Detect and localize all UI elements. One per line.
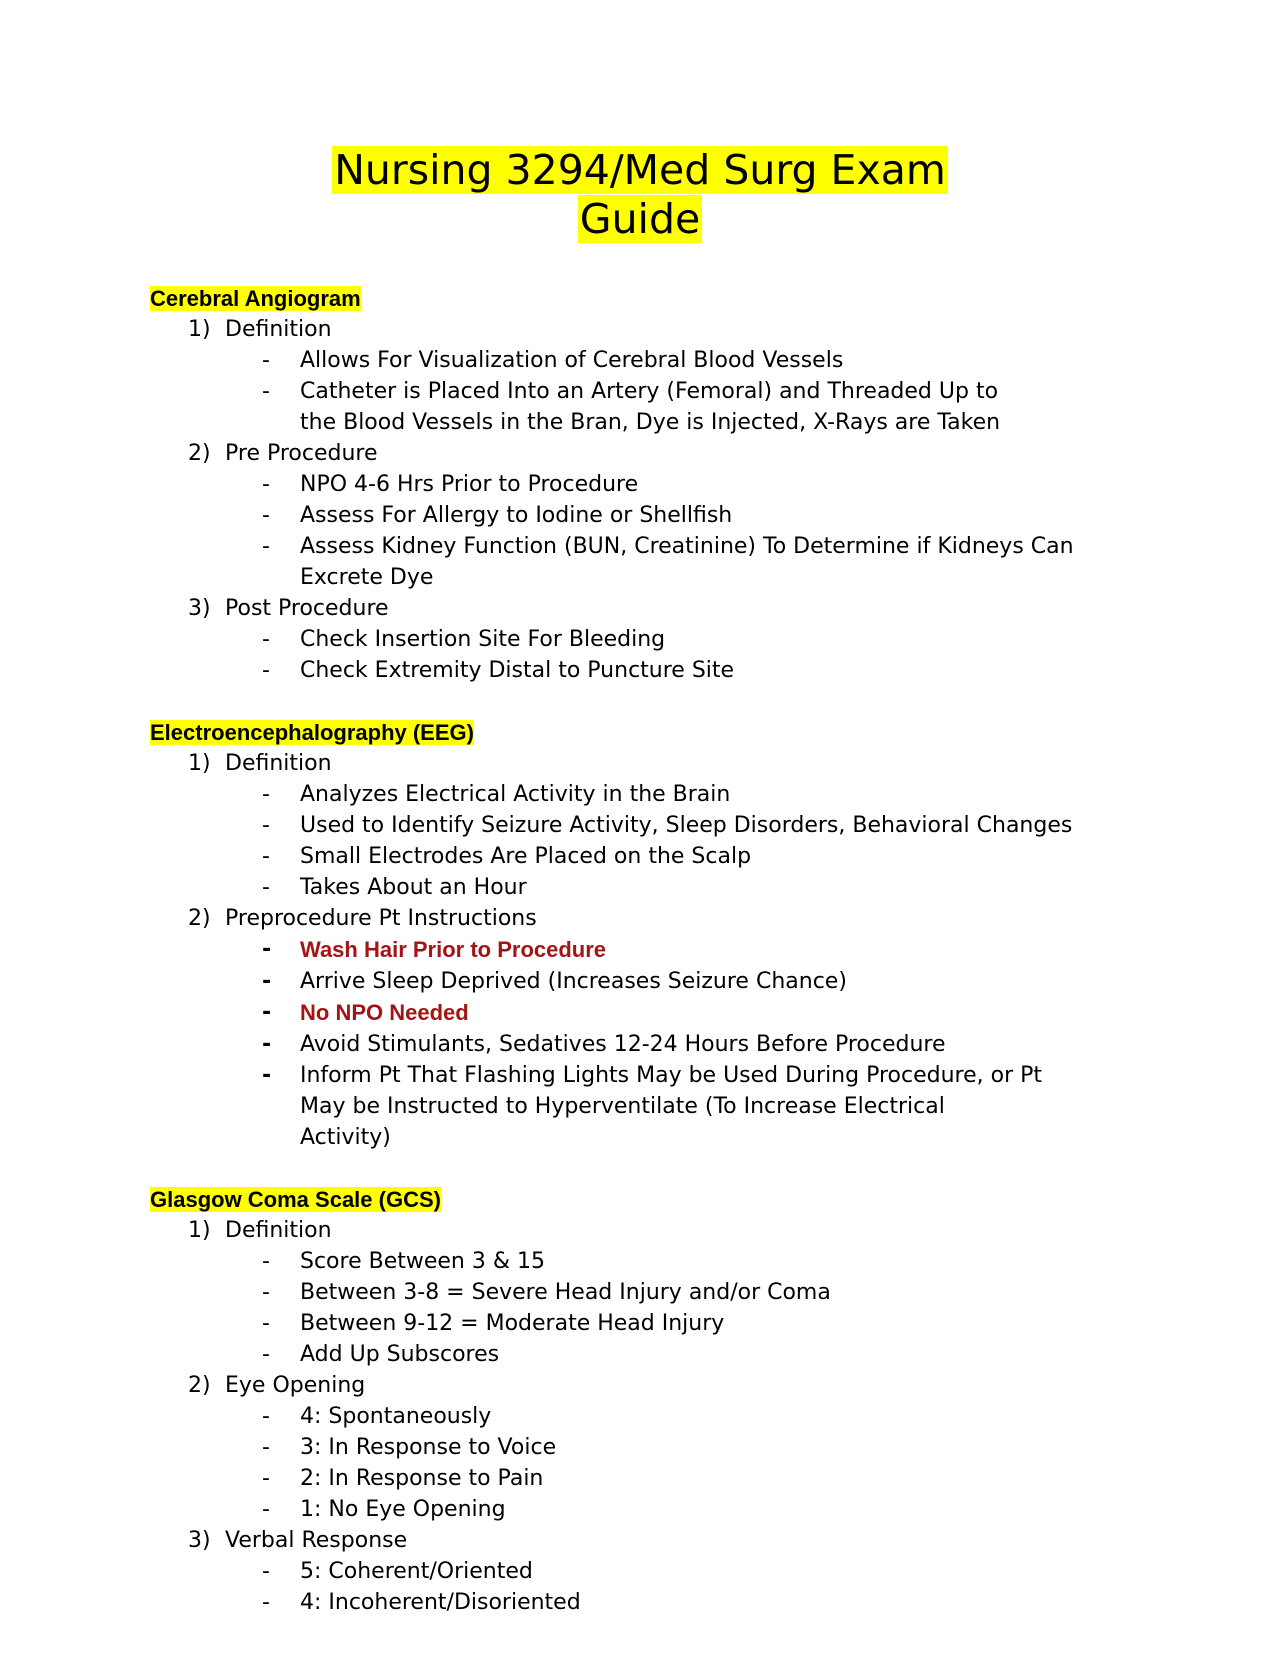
bullet-dash: - [262, 472, 270, 497]
bullet-text-line: Takes About an Hour [300, 875, 527, 900]
bullet-item [150, 469, 1120, 500]
bullet-item [150, 655, 1120, 686]
bullet-text [300, 1435, 556, 1460]
bullet-text-line: Inform Pt That Flashing Lights May be Used During Procedure, or Pt [300, 1063, 1042, 1088]
bullet-text-line: Small Electrodes Are Placed on the Scalp [300, 844, 752, 869]
item-number: 2) [188, 1373, 211, 1398]
bullet-text [300, 782, 730, 807]
bullet-item [150, 1029, 1120, 1060]
bullet-text-line: Activity) [300, 1125, 391, 1150]
bullet-text-line: 4: Incoherent/Disoriented [300, 1590, 581, 1615]
bullet-item [150, 624, 1120, 655]
numbered-item [150, 1370, 1150, 1401]
item-label: Eye Opening [225, 1373, 366, 1398]
bullet-dash: - [262, 1342, 270, 1367]
bullet-text-line: Excrete Dye [300, 565, 434, 590]
numbered-item [150, 314, 1150, 345]
section-heading [150, 283, 1150, 314]
numbered-item [150, 1525, 1150, 1556]
section-heading [150, 717, 1150, 748]
bullet-item [150, 1246, 1120, 1277]
bullet-text [300, 503, 732, 528]
item-number: 2) [188, 906, 211, 931]
item-number: 2) [188, 441, 211, 466]
bullet-text [300, 1280, 831, 1305]
item-label: Pre Procedure [225, 441, 378, 466]
bullet-text [300, 627, 665, 652]
bullet-text-line: Catheter is Placed Into an Artery (Femoral) and Threaded Up to [300, 379, 999, 404]
bullet-text-line: Check Insertion Site For Bleeding [300, 627, 666, 652]
bullet-text [300, 969, 847, 994]
bullet-dash: - [262, 1559, 270, 1584]
bullet-text [300, 875, 527, 900]
bullet-dash: - [262, 379, 270, 404]
bullet-item [150, 1339, 1120, 1370]
bullet-text-line: No NPO Needed [300, 1000, 469, 1025]
section-heading-text: Electroencephalography (EEG) [150, 720, 474, 745]
bullet-text [300, 937, 606, 962]
bullet-text-line: Arrive Sleep Deprived (Increases Seizure Chance) [300, 969, 847, 994]
bullet-text-line: Analyzes Electrical Activity in the Brain [300, 782, 731, 807]
bullet-text [300, 1559, 533, 1584]
bullet-text-line: Check Extremity Distal to Puncture Site [300, 658, 735, 683]
bullet-dash: - [262, 503, 270, 528]
bullet-text-line: Assess For Allergy to Iodine or Shellfish [300, 503, 733, 528]
numbered-item [150, 903, 1150, 934]
item-label: Definition [225, 1218, 332, 1243]
bullet-text-line: Avoid Stimulants, Sedatives 12-24 Hours Before Procedure [300, 1032, 946, 1057]
item-label: Verbal Response [225, 1528, 408, 1553]
numbered-item [150, 593, 1150, 624]
item-number: 3) [188, 596, 211, 621]
item-number: 1) [188, 751, 211, 776]
bullet-item [150, 966, 1120, 997]
bullet-text [300, 534, 1074, 590]
bullet-text [300, 348, 843, 373]
bullet-item [150, 1277, 1120, 1308]
bullet-dash: - [262, 1404, 270, 1429]
bullet-text [300, 1342, 499, 1367]
bullet-text [300, 1497, 506, 1522]
bullet-text [300, 1032, 946, 1057]
bullet-dash: - [262, 658, 270, 683]
bullet-text-line: 1: No Eye Opening [300, 1497, 506, 1522]
bullet-item [150, 1060, 1120, 1153]
section [150, 717, 1150, 1153]
bullet-text-line: Between 9-12 = Moderate Head Injury [300, 1311, 725, 1336]
bullet-text-line: Used to Identify Seizure Activity, Sleep Disorders, Behavioral Changes [300, 813, 1073, 838]
item-number: 1) [188, 1218, 211, 1243]
bullet-text [300, 1404, 491, 1429]
bullet-text-line: Assess Kidney Function (BUN, Creatinine) To Determine if Kidneys Can [300, 534, 1074, 559]
bullet-dash: - [262, 534, 270, 559]
bullet-item [150, 1587, 1120, 1618]
bullet-dash: - [262, 1497, 270, 1522]
bullet-text [300, 658, 734, 683]
title-line-1: Nursing 3294/Med Surg Exam [334, 146, 946, 194]
bullet-item [150, 345, 1120, 376]
bullet-text [300, 379, 1000, 435]
bullet-item [150, 531, 1120, 593]
bullet-dash: - [262, 1590, 270, 1615]
bullet-item [150, 841, 1120, 872]
bullet-text-line: Score Between 3 & 15 [300, 1249, 545, 1274]
numbered-item [150, 1215, 1150, 1246]
item-number: 3) [188, 1528, 211, 1553]
bullet-text [300, 844, 751, 869]
section-heading [150, 1184, 1150, 1215]
bullet-dash: - [262, 1435, 270, 1460]
bullet-text-line: 5: Coherent/Oriented [300, 1559, 533, 1584]
bullet-item [150, 1463, 1120, 1494]
bullet-dash: - [262, 348, 270, 373]
bullet-dash: - [262, 1280, 270, 1305]
bullet-text [300, 1063, 1042, 1150]
bullet-dash: - [262, 782, 270, 807]
bullet-dash: - [262, 1249, 270, 1274]
bullet-item [150, 779, 1120, 810]
bullet-item [150, 872, 1120, 903]
bullet-dash: - [262, 1032, 272, 1057]
section-heading-text: Glasgow Coma Scale (GCS) [150, 1187, 441, 1212]
section-heading-text: Cerebral Angiogram [150, 286, 361, 311]
bullet-dash: - [262, 937, 272, 962]
bullet-text-line: 4: Spontaneously [300, 1404, 492, 1429]
bullet-text [300, 813, 1072, 838]
bullet-dash: - [262, 1466, 270, 1491]
document-body [150, 283, 1150, 1618]
document-title [0, 146, 1280, 244]
bullet-dash: - [262, 875, 270, 900]
bullet-item [150, 500, 1120, 531]
title-line-2: Guide [579, 195, 701, 243]
bullet-text-line: 3: In Response to Voice [300, 1435, 557, 1460]
item-label: Preprocedure Pt Instructions [225, 906, 537, 931]
bullet-item [150, 1401, 1120, 1432]
bullet-text-line: Add Up Subscores [300, 1342, 500, 1367]
bullet-item [150, 934, 1120, 966]
numbered-item [150, 438, 1150, 469]
bullet-text [300, 1466, 543, 1491]
item-label: Post Procedure [225, 596, 389, 621]
bullet-item [150, 997, 1120, 1029]
section [150, 1184, 1150, 1618]
bullet-item [150, 1556, 1120, 1587]
bullet-dash: - [262, 813, 270, 838]
bullet-text-line: 2: In Response to Pain [300, 1466, 544, 1491]
bullet-text-line: May be Instructed to Hyperventilate (To Increase Electrical [300, 1094, 945, 1119]
bullet-dash: - [262, 1063, 272, 1088]
bullet-text [300, 1000, 469, 1025]
item-number: 1) [188, 317, 211, 342]
bullet-dash: - [262, 627, 270, 652]
bullet-text [300, 472, 638, 497]
bullet-dash: - [262, 1000, 272, 1025]
bullet-text-line: Between 3-8 = Severe Head Injury and/or Coma [300, 1280, 831, 1305]
bullet-item [150, 1308, 1120, 1339]
bullet-text-line: Allows For Visualization of Cerebral Blood Vessels [300, 348, 844, 373]
bullet-dash: - [262, 969, 272, 994]
bullet-item [150, 376, 1120, 438]
bullet-item [150, 1494, 1120, 1525]
bullet-text-line: the Blood Vessels in the Bran, Dye is Injected, X-Rays are Taken [300, 410, 1001, 435]
bullet-text [300, 1311, 724, 1336]
bullet-dash: - [262, 844, 270, 869]
bullet-text [300, 1590, 581, 1615]
bullet-text [300, 1249, 545, 1274]
bullet-item [150, 810, 1120, 841]
bullet-dash: - [262, 1311, 270, 1336]
item-label: Definition [225, 751, 332, 776]
bullet-item [150, 1432, 1120, 1463]
section [150, 283, 1150, 686]
numbered-item [150, 748, 1150, 779]
item-label: Definition [225, 317, 332, 342]
bullet-text-line: Wash Hair Prior to Procedure [300, 937, 607, 962]
bullet-text-line: NPO 4-6 Hrs Prior to Procedure [300, 472, 639, 497]
